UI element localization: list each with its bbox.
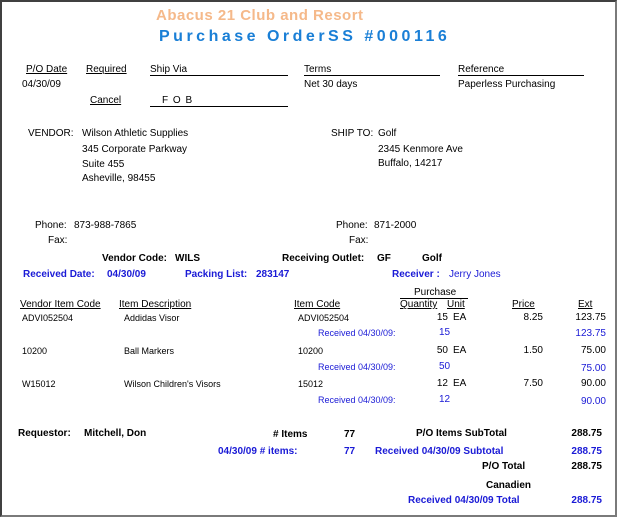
row-received-qty: 50 [439, 361, 451, 372]
items-label: # Items [273, 429, 308, 440]
vendor-code-label: Vendor Code: [102, 253, 168, 264]
row-ext: 90.00 [580, 378, 606, 389]
fob-label: F O B [162, 95, 194, 106]
row-received-ext: 90.00 [580, 396, 606, 407]
receiving-outlet-label: Receiving Outlet: [282, 253, 365, 264]
row-price: 8.25 [523, 312, 543, 323]
received-total: 288.75 [571, 495, 602, 506]
row-unit: EA [453, 312, 467, 323]
reference-value: Paperless Purchasing [458, 79, 556, 90]
required-label: Required [86, 64, 127, 75]
terms-underline [304, 75, 440, 76]
items-count: 77 [344, 429, 356, 440]
received-items-count: 77 [344, 446, 356, 457]
received-subtotal-label: Received 04/30/09 Subtotal [375, 446, 504, 457]
reference-label: Reference [458, 64, 505, 75]
receiver: Jerry Jones [449, 269, 501, 280]
col-item-code: Item Code [294, 299, 341, 310]
vendor-name: Wilson Athletic Supplies [82, 128, 189, 139]
ship-to-address1: 2345 Kenmore Ave [378, 144, 463, 155]
subtotal-label: P/O Items SubTotal [416, 428, 507, 439]
row-unit: EA [453, 345, 467, 356]
po-total: 288.75 [571, 461, 602, 472]
received-items-label: 04/30/09 # items: [218, 446, 298, 457]
receiver-label: Receiver : [392, 269, 440, 280]
ship-to-phone: 871-2000 [374, 220, 417, 231]
row-qty: 15 [436, 312, 448, 323]
col-price: Price [512, 299, 535, 310]
receiving-outlet-name: Golf [422, 253, 442, 264]
row-received-ext: 75.00 [580, 363, 606, 374]
po-date-label: P/O Date [26, 64, 68, 75]
row-received-label: Received 04/30/09: [318, 395, 396, 405]
row-vendor-code: W15012 [22, 379, 56, 389]
received-date-label: Received Date: [23, 269, 95, 280]
po-title: Purchase OrderSS #000116 [159, 28, 451, 45]
ship-to-name: Golf [378, 128, 397, 139]
row-price: 1.50 [523, 345, 543, 356]
vendor-phone: 873-988-7865 [74, 220, 137, 231]
col-unit: Unit [447, 299, 465, 310]
row-item-code: 10200 [298, 346, 324, 356]
row-vendor-code: 10200 [22, 346, 48, 356]
vendor-label: VENDOR: [28, 128, 74, 139]
row-qty: 12 [436, 378, 448, 389]
fob-underline [150, 106, 288, 107]
ship-to-fax-label: Fax: [349, 235, 369, 246]
row-unit: EA [453, 378, 467, 389]
receiving-outlet-code: GF [377, 253, 391, 264]
col-quantity: Quantity [400, 299, 438, 310]
col-item-description: Item Description [119, 299, 192, 310]
vendor-address2: Suite 455 [82, 159, 125, 170]
packing-list: 283147 [256, 269, 290, 280]
ship-to-label: SHIP TO: [331, 128, 374, 139]
col-ext: Ext [578, 299, 593, 310]
row-received-label: Received 04/30/09: [318, 362, 396, 372]
row-ext: 75.00 [580, 345, 606, 356]
ship-via-underline [150, 75, 288, 76]
currency-label: Canadien [486, 480, 532, 491]
po-date-value: 04/30/09 [22, 79, 61, 90]
ship-via-label: Ship Via [150, 64, 188, 75]
packing-list-label: Packing List: [185, 269, 248, 280]
row-received-label: Received 04/30/09: [318, 328, 396, 338]
received-total-label: Received 04/30/09 Total [408, 495, 520, 506]
row-item-code: ADVI052504 [298, 313, 350, 323]
ship-to-city: Buffalo, 14217 [378, 158, 443, 169]
row-description: Wilson Children's Visors [124, 379, 221, 389]
row-description: Addidas Visor [124, 313, 180, 323]
row-received-qty: 15 [439, 327, 451, 338]
ship-to-phone-label: Phone: [336, 220, 368, 231]
row-vendor-code: ADVI052504 [22, 313, 74, 323]
row-description: Ball Markers [124, 346, 175, 356]
subtotal: 288.75 [571, 428, 602, 439]
terms-value: Net 30 days [304, 79, 358, 90]
vendor-address1: 345 Corporate Parkway [82, 144, 188, 155]
received-date: 04/30/09 [107, 269, 146, 280]
row-price: 7.50 [523, 378, 543, 389]
vendor-code: WILS [175, 253, 200, 264]
row-ext: 123.75 [575, 312, 606, 323]
row-qty: 50 [436, 345, 448, 356]
vendor-city: Asheville, 98455 [82, 173, 156, 184]
requestor: Mitchell, Don [84, 428, 147, 439]
received-subtotal: 288.75 [571, 446, 602, 457]
row-received-qty: 12 [439, 394, 451, 405]
purchase-group-label: Purchase [414, 287, 457, 298]
vendor-phone-label: Phone: [35, 220, 67, 231]
terms-label: Terms [304, 64, 332, 75]
po-total-label: P/O Total [482, 461, 526, 472]
cancel-label: Cancel [90, 95, 122, 106]
row-received-ext: 123.75 [575, 328, 606, 339]
vendor-fax-label: Fax: [48, 235, 68, 246]
col-vendor-item-code: Vendor Item Code [20, 299, 101, 310]
row-item-code: 15012 [298, 379, 324, 389]
requestor-label: Requestor: [18, 428, 71, 439]
club-name: Abacus 21 Club and Resort [156, 7, 364, 24]
reference-underline [458, 75, 584, 76]
